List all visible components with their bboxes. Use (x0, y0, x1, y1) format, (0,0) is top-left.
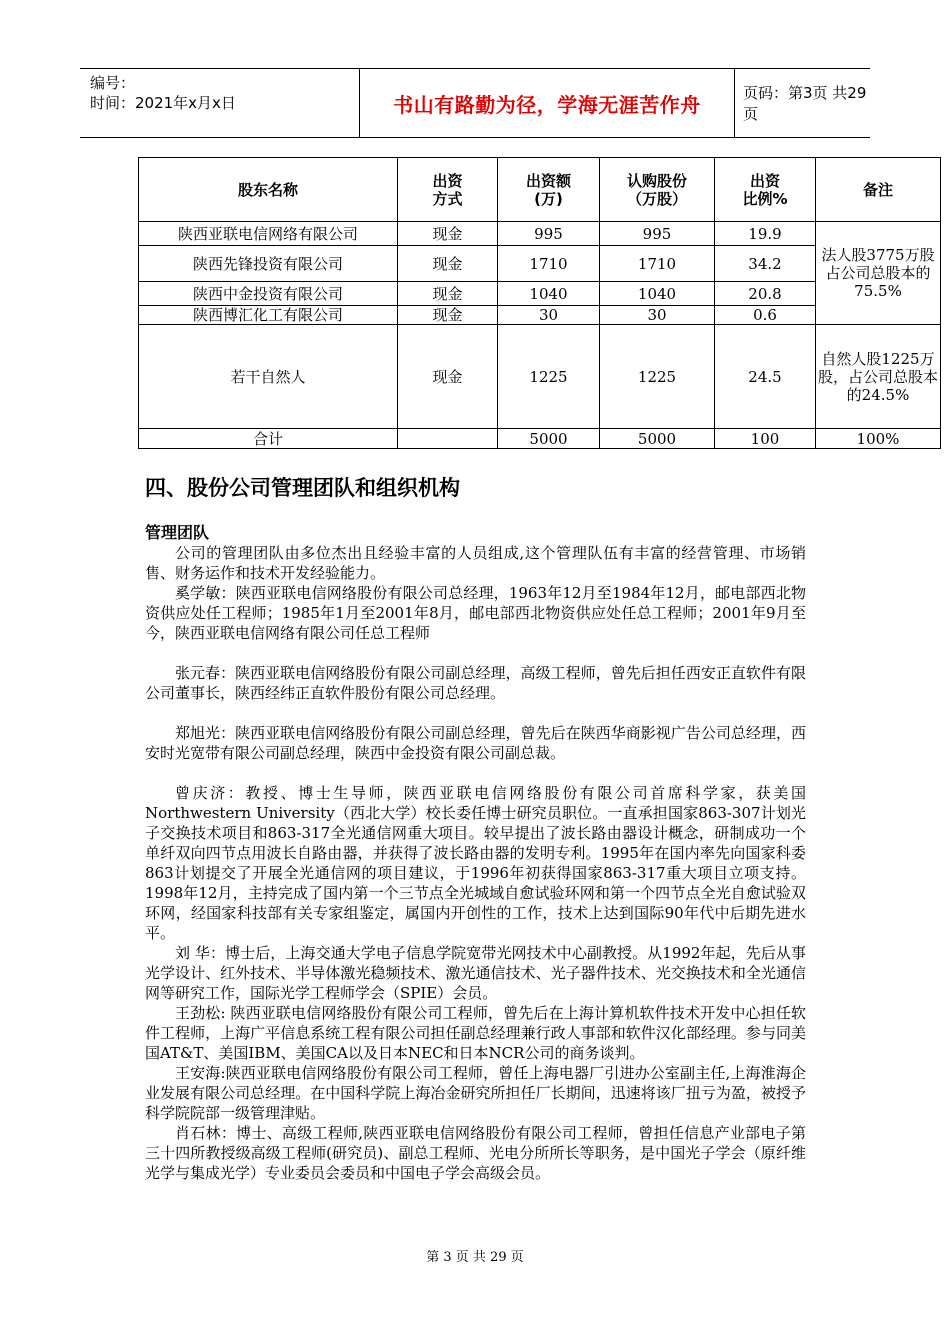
header-ratio (715, 158, 816, 222)
header-page-info: 页码：第3页 共29页 (743, 84, 867, 123)
header-amount (498, 158, 600, 222)
cell-ratio: 34.2 (715, 246, 816, 282)
table-row (139, 325, 941, 429)
cell-amount: 1040 (498, 282, 600, 306)
header-shares (600, 158, 715, 222)
subsection-title: 管理团队 (145, 523, 210, 542)
cell-amount: 995 (498, 222, 600, 246)
header-text: 出资额 (万) (525, 171, 571, 208)
page-footer: 第 3 页 共 29 页 (426, 1250, 524, 1265)
cell-shares: 995 (600, 222, 715, 246)
cell-total-shares: 5000 (600, 429, 715, 449)
paragraph: 王安海:陕西亚联电信网络股份有限公司工程师，曾任上海电器厂引进办公室副主任,上海淮海企业发展有限公司总经理。在中国科学院上海冶金研究所担任厂长期间，迅速将该厂扭亏为盈，被授予科学院院部一级管理津贴。 (145, 1064, 806, 1122)
paragraph: 王劲松: 陕西亚联电信网络股份有限公司工程师，曾先后在上海计算机软件技术开发中心担任软件工程师，上海广平信息系统工程有限公司担任副总经理兼行政人事部和软件汉化部经理。参与同美国AT&T、美国IBM、美国CA以及日本NEC和日本NCR公司的商务谈判。 (145, 1004, 806, 1062)
header-time-label: 时间：2021年x月x日 (90, 94, 236, 112)
cell-method: 现金 (398, 306, 498, 325)
header-left (90, 73, 352, 113)
header-payment-method (398, 158, 498, 222)
table-row (139, 222, 941, 246)
cell-total-ratio: 100 (715, 429, 816, 449)
header-motto: 书山有路勤为径，学海无涯苦作舟 (359, 69, 735, 137)
paragraph: 张元春：陕西亚联电信网络股份有限公司副总经理，高级工程师，曾先后担任西安正直软件有限公司董事长，陕西经纬正直软件股份有限公司总经理。 (145, 664, 806, 702)
cell-amount: 1225 (498, 325, 600, 429)
cell-name: 陕西博汇化工有限公司 (139, 306, 398, 325)
cell-ratio: 0.6 (715, 306, 816, 325)
section-title: 四、股份公司管理团队和组织机构 (145, 476, 460, 500)
cell-total-note: 100% (816, 429, 941, 449)
paragraph: 奚学敏：陕西亚联电信网络股份有限公司总经理，1963年12月至1984年12月，邮电部西北物资供应处任工程师；1985年1月至2001年8月，邮电部西北物资供应处任总工程师；2001年9月至今，陕西亚联电信网络有限公司任总工程师 (145, 584, 806, 642)
body-text (145, 543, 806, 1183)
header-number-label: 编号： (90, 74, 136, 92)
cell-shares: 1225 (600, 325, 715, 429)
cell-amount: 30 (498, 306, 600, 325)
cell-total-amount: 5000 (498, 429, 600, 449)
paragraph: 肖石林：博士、高级工程师,陕西亚联电信网络股份有限公司工程师，曾担任信息产业部电子第三十四所教授级高级工程师(研究员)、副总工程师、光电分所所长等职务，是中国光子学会（原纤维光学与集成光学）专业委员会委员和中国电子学会高级会员。 (145, 1124, 806, 1182)
cell-method: 现金 (398, 325, 498, 429)
cell-name: 陕西中金投资有限公司 (139, 282, 398, 306)
cell-ratio: 24.5 (715, 325, 816, 429)
cell-method: 现金 (398, 222, 498, 246)
page-header (80, 68, 870, 138)
cell-total-method (398, 429, 498, 449)
cell-shares: 30 (600, 306, 715, 325)
cell-ratio: 20.8 (715, 282, 816, 306)
paragraph: 公司的管理团队由多位杰出且经验丰富的人员组成,这个管理队伍有丰富的经营管理、市场销售、财务运作和技术开发经验能力。 (145, 544, 806, 582)
header-text: 出资 比例% (742, 171, 788, 208)
cell-name: 陕西先锋投资有限公司 (139, 246, 398, 282)
cell-name: 陕西亚联电信网络有限公司 (139, 222, 398, 246)
paragraph: 郑旭光：陕西亚联电信网络股份有限公司副总经理，曾先后在陕西华商影视广告公司总经理，西安时光宽带有限公司副总经理，陕西中金投资有限公司副总裁。 (145, 724, 806, 762)
table-total-row (139, 429, 941, 449)
cell-method: 现金 (398, 246, 498, 282)
header-text: 出资 方式 (432, 171, 463, 208)
header-shareholder-name: 股东名称 (139, 158, 398, 222)
cell-ratio: 19.9 (715, 222, 816, 246)
cell-name: 若干自然人 (139, 325, 398, 429)
cell-note-natural: 自然人股1225万股，占公司总股本的24.5% (816, 325, 941, 429)
cell-total-label: 合计 (139, 429, 398, 449)
cell-shares: 1710 (600, 246, 715, 282)
cell-note-legal: 法人股3775万股占公司总股本的75.5% (816, 222, 941, 325)
paragraph: 曾庆济：教授、博士生导师，陕西亚联电信网络股份有限公司首席科学家，获美国Northwestern University（西北大学）校长委任博士研究员职位。一直承担国家863-307计划光子交换技术项目和863-317全光通信网重大项目。较早提出了波长路由器设计概念，研制成功一个单纤双向四节点用波长自路由器，并获得了波长路由器的发明专利。1995年在国内率先向国家科委863计划提交了开展全光通信网的项目建议，于1996年初获得国家863-317重大项目立项支持。1998年12月，主持完成了国内第一个三节点全光城域自愈试验环网和第一个四节点全光自愈试验双环网，经国家科技部有关专家组鉴定，属国内开创性的工作，技术上达到国际90年代中后期先进水平。 (145, 784, 806, 942)
cell-method: 现金 (398, 282, 498, 306)
header-text: 认购股份 （万股） (626, 171, 687, 208)
shareholder-table (138, 157, 941, 449)
header-note: 备注 (816, 158, 941, 222)
cell-amount: 1710 (498, 246, 600, 282)
cell-shares: 1040 (600, 282, 715, 306)
table-header-row (139, 158, 941, 222)
paragraph: 刘 华：博士后，上海交通大学电子信息学院宽带光网技术中心副教授。从1992年起，先后从事光学设计、红外技术、半导体激光稳频技术、激光通信技术、光子器件技术、光交换技术和全光通信网等研究工作，国际光学工程师学会（SPIE）会员。 (145, 944, 806, 1002)
